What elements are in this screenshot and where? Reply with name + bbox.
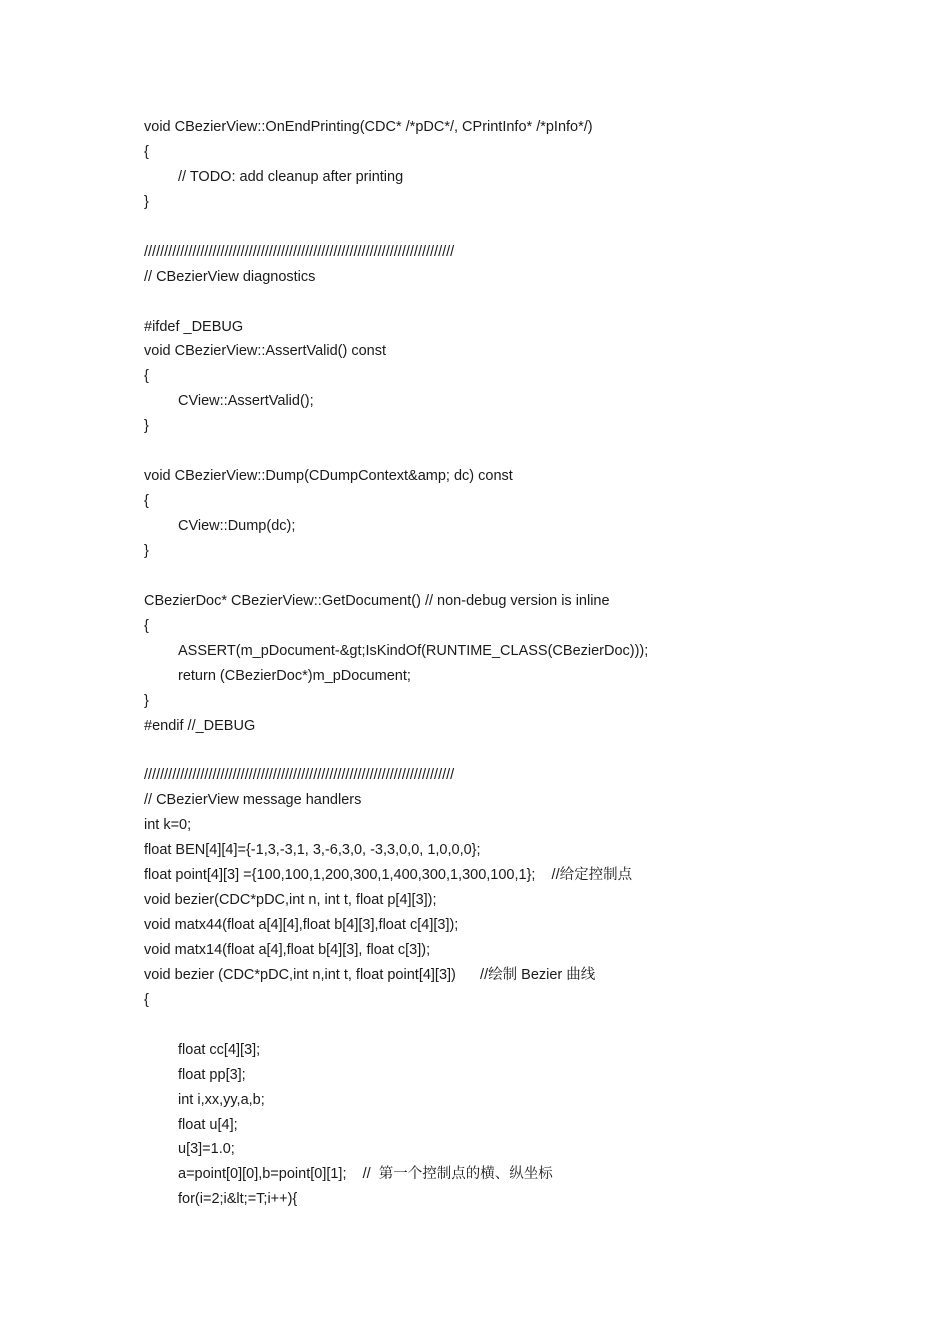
code-line: #ifdef _DEBUG <box>144 318 244 335</box>
blank-line <box>144 215 924 240</box>
blank-line <box>144 439 924 464</box>
code-line: float pp[3]; <box>178 1066 246 1083</box>
code-line: ///////////////////////////////////////////////////////////////////////////// <box>144 243 455 260</box>
code-line: CBezierDoc* CBezierView::GetDocument() // non-debug version is inline <box>144 592 610 609</box>
code-line: } <box>144 692 149 709</box>
code-line: void CBezierView::Dump(CDumpContext&amp; dc) const <box>144 468 513 485</box>
code-line: void bezier (CDC*pDC,int n,int t, float point[4][3]) //绘制 Bezier 曲线 <box>144 966 596 983</box>
code-line: ///////////////////////////////////////////////////////////////////////////// <box>144 767 455 784</box>
code-listing <box>144 115 924 1212</box>
code-line: return (CBezierDoc*)m_pDocument; <box>178 667 411 684</box>
code-line: void matx44(float a[4][4],float b[4][3],float c[4][3]); <box>144 917 459 933</box>
blank-line <box>144 738 924 763</box>
code-line: ASSERT(m_pDocument-&gt;IsKindOf(RUNTIME_CLASS(CBezierDoc))); <box>178 642 649 659</box>
code-line: u[3]=1.0; <box>178 1141 235 1158</box>
code-line: for(i=2;i&lt;=T;i++){ <box>178 1191 298 1208</box>
code-line: CView::AssertValid(); <box>178 393 314 410</box>
code-line: CView::Dump(dc); <box>178 518 296 534</box>
code-line: float BEN[4][4]={-1,3,-3,1, 3,-6,3,0, -3,3,0,0, 1,0,0,0}; <box>144 842 481 859</box>
code-line: int k=0; <box>144 817 192 834</box>
code-line: int i,xx,yy,a,b; <box>178 1091 265 1108</box>
code-line: // CBezierView diagnostics <box>144 268 316 285</box>
blank-line <box>144 290 924 315</box>
code-line: } <box>144 418 149 435</box>
code-line: { <box>144 143 149 160</box>
code-line: void matx14(float a[4],float b[4][3], float c[3]); <box>144 941 431 958</box>
blank-line <box>144 564 924 589</box>
code-line: void bezier(CDC*pDC,int n, int t, float p[4][3]); <box>144 892 437 909</box>
code-line: // CBezierView message handlers <box>144 792 362 809</box>
code-line: { <box>144 493 149 510</box>
code-line: } <box>144 542 149 559</box>
code-line: void CBezierView::OnEndPrinting(CDC* /*pDC*/, CPrintInfo* /*pInfo*/) <box>144 119 593 135</box>
code-line: { <box>144 617 149 634</box>
code-line: float cc[4][3]; <box>178 1041 261 1058</box>
code-line: #endif //_DEBUG <box>144 717 256 734</box>
code-line: float point[4][3] ={100,100,1,200,300,1,400,300,1,300,100,1}; //给定控制点 <box>144 867 633 884</box>
blank-line <box>144 1013 924 1038</box>
code-line: { <box>144 368 149 385</box>
code-line: { <box>144 991 149 1008</box>
code-line: // TODO: add cleanup after printing <box>178 168 404 185</box>
code-line: void CBezierView::AssertValid() const <box>144 343 387 360</box>
code-line: } <box>144 193 149 210</box>
code-line: a=point[0][0],b=point[0][1]; // 第一个控制点的横、纵坐标 <box>178 1166 553 1183</box>
code-line: float u[4]; <box>178 1116 238 1133</box>
